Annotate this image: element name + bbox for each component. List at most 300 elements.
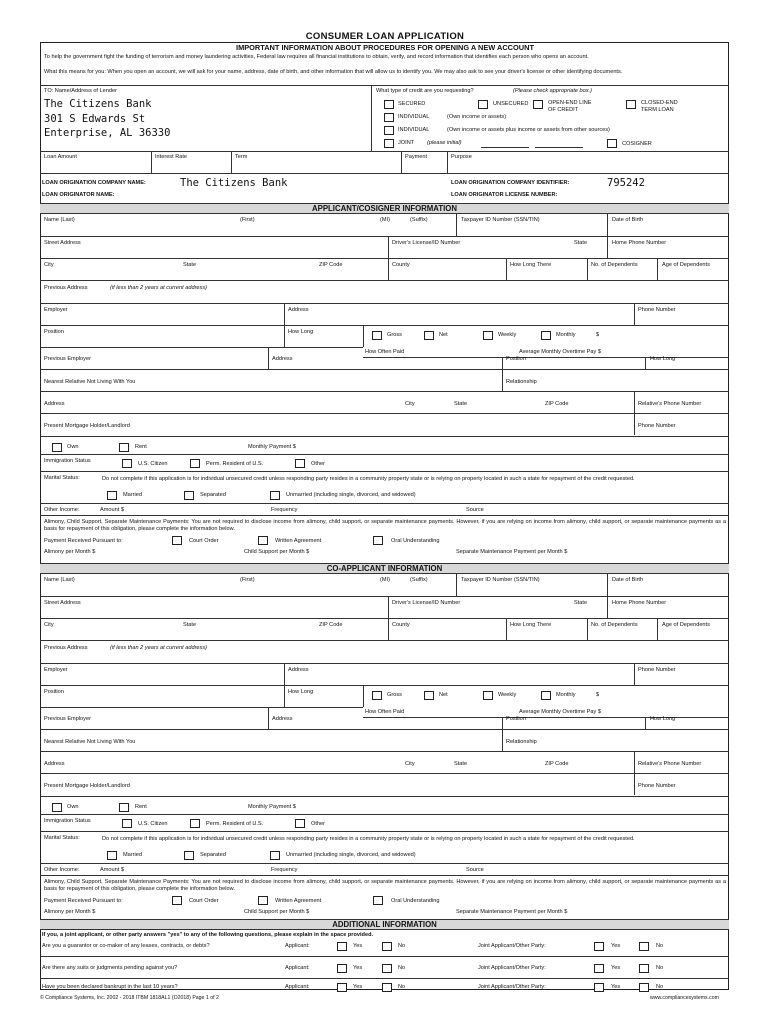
q3-joint-no-label: No xyxy=(656,984,664,990)
applicant-previous-employer-label: Previous Employer xyxy=(44,356,91,362)
coapplicant-relative-state-label: State xyxy=(454,761,468,767)
coapplicant-nearest-relative-label: Nearest Relative Not Living With You xyxy=(44,739,136,745)
applicant-monthly-label: Monthly xyxy=(556,332,576,338)
applicant-other-income-amount-label: Amount $ xyxy=(100,507,124,513)
column-divider xyxy=(607,236,608,258)
applicant-us-citizen-label: U.S. Citizen xyxy=(138,461,168,467)
open-end-label-2: OF CREDIT xyxy=(548,107,579,113)
question-q2: Are there any suits or judgments pending against you? xyxy=(42,965,178,971)
column-divider xyxy=(645,357,646,369)
applicant-how-long-label: How Long xyxy=(288,329,314,335)
column-divider xyxy=(502,717,503,729)
applicant-separated-checkbox[interactable] xyxy=(184,491,194,500)
originator-name-label: LOAN ORIGINATOR NAME: xyxy=(42,192,115,198)
q1-applicant-no-label: No xyxy=(398,943,406,949)
q2-applicant-label: Applicant: xyxy=(285,965,310,971)
question-q1: Are you a guarantor or co-maker of any leases, contracts, or debts? xyxy=(42,943,210,949)
applicant-unmarried-label: Unmarried (including single, divorced, and widowed) xyxy=(286,492,416,498)
coapplicant-own-label: Own xyxy=(67,804,79,810)
cosigner-label: COSIGNER xyxy=(622,141,652,147)
applicant-separated-label: Separated xyxy=(200,492,226,498)
coapplicant-home-phone-label: Home Phone Number xyxy=(612,600,667,606)
q1-applicant-label: Applicant: xyxy=(285,943,310,949)
coapplicant-other-income-frequency-label: Frequency xyxy=(271,867,298,873)
coapplicant-written-agreement-label: Written Agreement xyxy=(275,898,322,904)
coapplicant-other-immigration-label: Other xyxy=(311,821,325,827)
column-divider xyxy=(657,618,658,640)
notice-paragraph-2: What this means for you: When you open an account, we will ask for your name, address, date of birth, and other information that will allow us to identify you. We may also ask to see your driver's license or other identifying documents. xyxy=(44,69,623,75)
rule-line xyxy=(40,596,729,597)
column-divider xyxy=(268,347,269,369)
applicant-immigration-label: Immigration Status xyxy=(44,458,91,464)
applicant-sep-maint-label: Separate Maintenance Payment per Month $ xyxy=(456,549,568,555)
coapplicant-age-dependents-label: Age of Dependents xyxy=(662,622,710,628)
applicant-relative-address-label: Address xyxy=(44,401,65,407)
q2-joint-yes-checkbox[interactable] xyxy=(594,964,604,973)
coapplicant-net-label: Net xyxy=(439,692,448,698)
coapplicant-prev-position-label: Position xyxy=(506,716,526,722)
rule-line xyxy=(40,773,729,774)
coapplicant-weekly-label: Weekly xyxy=(498,692,517,698)
lender-street: 301 S Edwards St xyxy=(44,113,146,125)
coapplicant-oral-checkbox[interactable] xyxy=(373,896,383,905)
column-divider xyxy=(657,258,658,280)
joint-note: (please initial) xyxy=(427,140,462,146)
q2-joint-yes-label: Yes xyxy=(611,965,621,971)
column-divider xyxy=(634,773,635,795)
cosigner-checkbox[interactable] xyxy=(607,139,617,148)
coapplicant-how-long-label: How Long xyxy=(288,689,314,695)
applicant-net-checkbox[interactable] xyxy=(424,331,434,340)
applicant-gross-label: Gross xyxy=(387,332,402,338)
rule-line xyxy=(40,796,729,797)
applicant-perm-resident-checkbox[interactable] xyxy=(190,459,200,468)
coapplicant-married-checkbox[interactable] xyxy=(107,851,117,860)
applicant-home-phone-label: Home Phone Number xyxy=(612,240,667,246)
unsecured-label: UNSECURED xyxy=(493,101,529,107)
coapplicant-relative-address-label: Address xyxy=(44,761,65,767)
applicant-mi-label: (MI) xyxy=(380,217,390,223)
coapplicant-payment-pursuant-label: Payment Received Pursuant to: xyxy=(44,898,123,904)
applicant-written-agreement-checkbox[interactable] xyxy=(258,536,268,545)
applicant-monthly-checkbox[interactable] xyxy=(541,331,551,340)
applicant-court-order-checkbox[interactable] xyxy=(172,536,182,545)
applicant-perm-resident-label: Perm. Resident of U.S. xyxy=(206,461,264,467)
column-divider xyxy=(634,413,635,435)
open-end-checkbox[interactable] xyxy=(533,100,543,109)
individual-plus-note: (Own income or assets plus income or assets from other sources) xyxy=(447,127,610,133)
rule-line xyxy=(40,280,729,281)
origination-id-value: 795242 xyxy=(607,177,645,189)
applicant-marital-label: Marital Status: xyxy=(44,475,80,481)
applicant-other-income-source-label: Source xyxy=(466,507,484,513)
applicant-marital-note: Do not complete if this application is for individual unsecured credit unless responding party resides in a community property state or is relying on property located in such a state for repayment of the credit requested. xyxy=(102,476,635,482)
q2-joint-no-label: No xyxy=(656,965,664,971)
column-divider xyxy=(607,214,608,236)
rule-line xyxy=(40,471,729,472)
rule-line xyxy=(40,515,729,516)
coapplicant-monthly-dollar: $ xyxy=(596,692,600,698)
rule-line xyxy=(40,751,729,752)
q1-joint-no-checkbox[interactable] xyxy=(639,942,649,951)
applicant-previous-address-note: (if less than 2 years at current address) xyxy=(110,285,208,291)
coapplicant-relative-city-label: City xyxy=(405,761,415,767)
column-divider xyxy=(634,303,635,325)
q2-joint-no-checkbox[interactable] xyxy=(639,964,649,973)
applicant-how-long-there-label: How Long There xyxy=(510,262,552,268)
q3-applicant-label: Applicant: xyxy=(285,984,310,990)
applicant-payment-pursuant-label: Payment Received Pursuant to: xyxy=(44,538,123,544)
q3-applicant-yes-checkbox[interactable] xyxy=(337,983,347,992)
coapplicant-mortgage-phone-label: Phone Number xyxy=(638,783,676,789)
applicant-gross-checkbox[interactable] xyxy=(372,331,382,340)
applicant-license-label: Driver's License/ID Number xyxy=(392,240,461,246)
applicant-prev-position-label: Position xyxy=(506,356,526,362)
unsecured-checkbox[interactable] xyxy=(478,100,488,109)
coapplicant-gross-label: Gross xyxy=(387,692,402,698)
additional-intro: If you, a joint applicant, or other party answers "yes" to any of the following questions, please explain in the space provided. xyxy=(42,932,374,938)
coapplicant-alimony-month-label: Alimony per Month $ xyxy=(44,909,96,915)
rule-line xyxy=(40,685,284,686)
column-divider xyxy=(587,618,588,640)
purpose-label: Purpose xyxy=(451,154,472,160)
rule-line xyxy=(40,325,284,326)
applicant-prev-employer-address-label: Address xyxy=(272,356,293,362)
coapplicant-no-dependents-label: No. of Dependents xyxy=(591,622,638,628)
applicant-city-label: City xyxy=(44,262,54,268)
applicant-nearest-relative-label: Nearest Relative Not Living With You xyxy=(44,379,136,385)
q3-joint-no-checkbox[interactable] xyxy=(639,983,649,992)
applicant-state-label: State xyxy=(183,262,197,268)
applicant-section-header: APPLICANT/COSIGNER INFORMATION xyxy=(40,203,729,214)
applicant-court-order-label: Court Order xyxy=(189,538,219,544)
joint-checkbox[interactable] xyxy=(384,139,394,148)
loan-amount-label: Loan Amount xyxy=(44,154,77,160)
notice-paragraph-1: To help the government fight the funding of terrorism and money laundering activities, Federal law requires all financial institutions to obtain, verify, and record information that identifies each person who opens an account. xyxy=(44,54,589,60)
coapplicant-previous-address-label: Previous Address xyxy=(44,645,88,651)
column-divider xyxy=(502,369,503,391)
coapplicant-child-support-label: Child Support per Month $ xyxy=(244,909,310,915)
coapplicant-us-citizen-label: U.S. Citizen xyxy=(138,821,168,827)
coapplicant-license-label: Driver's License/ID Number xyxy=(392,600,461,606)
applicant-zip-label: ZIP Code xyxy=(319,262,343,268)
applicant-county-label: County xyxy=(392,262,410,268)
q1-applicant-no-checkbox[interactable] xyxy=(382,942,392,951)
coapplicant-how-long-there-label: How Long There xyxy=(510,622,552,628)
coapplicant-oral-label: Oral Understanding xyxy=(391,898,440,904)
column-divider xyxy=(502,357,503,369)
coapplicant-monthly-checkbox[interactable] xyxy=(541,691,551,700)
q2-joint-label: Joint Applicant/Other Party: xyxy=(478,965,546,971)
coapplicant-avg-overtime-label: Average Monthly Overtime Pay $ xyxy=(519,709,601,715)
coapplicant-zip-label: ZIP Code xyxy=(319,622,343,628)
coapplicant-rent-label: Rent xyxy=(135,804,147,810)
applicant-prev-how-long-label: How Long xyxy=(650,356,676,362)
rule-line xyxy=(40,729,729,730)
q2-applicant-no-checkbox[interactable] xyxy=(382,964,392,973)
applicant-street-label: Street Address xyxy=(44,240,81,246)
applicant-mortgage-phone-label: Phone Number xyxy=(638,423,676,429)
rule-line xyxy=(40,618,729,619)
important-title: IMPORTANT INFORMATION ABOUT PROCEDURES FOR OPENING A NEW ACCOUNT xyxy=(236,43,534,52)
coapplicant-perm-resident-label: Perm. Resident of U.S. xyxy=(206,821,264,827)
coapplicant-license-state-label: State xyxy=(574,600,588,606)
coapplicant-previous-employer-label: Previous Employer xyxy=(44,716,91,722)
applicant-suffix-label: (Suffix) xyxy=(410,217,428,223)
coapplicant-separated-label: Separated xyxy=(200,852,226,858)
coapplicant-city-label: City xyxy=(44,622,54,628)
coapplicant-prev-employer-address-label: Address xyxy=(272,716,293,722)
rule-line xyxy=(40,707,363,708)
term-label: Term xyxy=(235,154,248,160)
credit-type-hint: (Please check appropriate box.) xyxy=(513,88,592,94)
rule-line xyxy=(40,391,729,392)
closed-end-label: CLOSED-END xyxy=(641,100,678,106)
individual-plus-checkbox[interactable] xyxy=(384,126,394,135)
rule-line xyxy=(40,663,729,664)
coapplicant-unmarried-label: Unmarried (including single, divorced, and widowed) xyxy=(286,852,416,858)
coapplicant-gross-checkbox[interactable] xyxy=(372,691,382,700)
applicant-oral-label: Oral Understanding xyxy=(391,538,440,544)
q1-applicant-yes-checkbox[interactable] xyxy=(337,942,347,951)
column-divider xyxy=(634,663,635,685)
rule-line xyxy=(40,640,729,641)
coapplicant-married-label: Married xyxy=(123,852,142,858)
closed-end-checkbox[interactable] xyxy=(626,100,636,109)
coapplicant-previous-address-note: (if less than 2 years at current address) xyxy=(110,645,208,651)
rule-line xyxy=(40,454,729,455)
coapplicant-taxpayer-label: Taxpayer ID Number (SSN/TIN) xyxy=(461,577,540,583)
coapplicant-suffix-label: (Suffix) xyxy=(410,577,428,583)
coapplicant-monthly-label: Monthly xyxy=(556,692,576,698)
coapplicant-name-last-label: Name (Last) xyxy=(44,577,75,583)
q1-joint-yes-checkbox[interactable] xyxy=(594,942,604,951)
coapplicant-employer-address-label: Address xyxy=(288,667,309,673)
footer-copyright: © Compliance Systems, Inc. 2002 - 2018 ITBM 1818AL1 (O2018) Page 1 of 2 xyxy=(40,995,219,1001)
coapplicant-employer-phone-label: Phone Number xyxy=(638,667,676,673)
coapplicant-own-checkbox[interactable] xyxy=(52,803,62,812)
coapplicant-employer-label: Employer xyxy=(44,667,68,673)
coapplicant-mi-label: (MI) xyxy=(380,577,390,583)
applicant-relative-state-label: State xyxy=(454,401,468,407)
rule-line xyxy=(40,413,729,414)
applicant-net-label: Net xyxy=(439,332,448,338)
coapplicant-perm-resident-checkbox[interactable] xyxy=(190,819,200,828)
applicant-rent-checkbox[interactable] xyxy=(119,443,129,452)
q1-joint-label: Joint Applicant/Other Party: xyxy=(478,943,546,949)
coapplicant-first-name-label: (First) xyxy=(240,577,255,583)
lender-to-label: TO: Name/Address of Lender xyxy=(44,88,117,94)
q2-applicant-no-label: No xyxy=(398,965,406,971)
rule-line xyxy=(40,831,729,832)
applicant-own-label: Own xyxy=(67,444,79,450)
additional-section-header: ADDITIONAL INFORMATION xyxy=(40,919,729,930)
coapplicant-court-order-label: Court Order xyxy=(189,898,219,904)
lender-name: The Citizens Bank xyxy=(44,98,152,110)
applicant-rent-label: Rent xyxy=(135,444,147,450)
applicant-employer-phone-label: Phone Number xyxy=(638,307,676,313)
applicant-mortgage-holder-label: Present Mortgage Holder/Landlord xyxy=(44,423,130,429)
applicant-us-citizen-checkbox[interactable] xyxy=(122,459,132,468)
applicant-taxpayer-label: Taxpayer ID Number (SSN/TIN) xyxy=(461,217,540,223)
coapplicant-mortgage-holder-label: Present Mortgage Holder/Landlord xyxy=(44,783,130,789)
lender-city: Enterprise, AL 36330 xyxy=(44,127,171,139)
coapplicant-other-income-amount-label: Amount $ xyxy=(100,867,124,873)
coapplicant-county-label: County xyxy=(392,622,410,628)
coapplicant-relative-phone-label: Relative's Phone Number xyxy=(638,761,702,767)
origination-id-label: LOAN ORIGINATION COMPANY IDENTIFIER: xyxy=(451,180,570,186)
q1-applicant-yes-label: Yes xyxy=(353,943,363,949)
rule-line xyxy=(284,325,729,326)
applicant-child-support-label: Child Support per Month $ xyxy=(244,549,310,555)
origination-company-label: LOAN ORIGINATION COMPANY NAME: xyxy=(42,180,146,186)
applicant-unmarried-checkbox[interactable] xyxy=(270,491,280,500)
rule-line xyxy=(40,863,729,864)
coapplicant-monthly-payment-label: Monthly Payment $ xyxy=(248,804,296,810)
applicant-monthly-dollar: $ xyxy=(596,332,600,338)
column-divider xyxy=(363,325,364,347)
applicant-how-often-label: How Often Paid xyxy=(365,349,405,355)
credit-type-question: What type of credit are you requesting? xyxy=(376,88,474,94)
question-q3: Have you been declared bankrupt in the last 10 years? xyxy=(42,984,178,990)
column-divider xyxy=(502,729,503,751)
originator-license-label: LOAN ORIGINATOR LICENSE NUMBER: xyxy=(451,192,558,198)
coapplicant-state-label: State xyxy=(183,622,197,628)
applicant-married-label: Married xyxy=(123,492,142,498)
secured-checkbox[interactable] xyxy=(384,100,394,109)
applicant-alimony-month-label: Alimony per Month $ xyxy=(44,549,96,555)
column-divider xyxy=(587,258,588,280)
applicant-oral-checkbox[interactable] xyxy=(373,536,383,545)
q3-joint-yes-checkbox[interactable] xyxy=(594,983,604,992)
applicant-position-label: Position xyxy=(44,329,64,335)
applicant-first-name-label: (First) xyxy=(240,217,255,223)
coapplicant-written-agreement-checkbox[interactable] xyxy=(258,896,268,905)
footer-website: www.compliancesystems.com xyxy=(650,995,719,1001)
coapplicant-marital-label: Marital Status: xyxy=(44,835,80,841)
rule-line xyxy=(40,503,729,504)
applicant-other-checkbox[interactable] xyxy=(295,459,305,468)
closed-end-label-2: TERM LOAN xyxy=(641,107,674,113)
origination-company-value: The Citizens Bank xyxy=(180,177,288,189)
column-divider xyxy=(456,574,457,596)
individual-plus-label: INDIVIDUAL xyxy=(398,127,430,133)
rule-line xyxy=(40,956,729,957)
applicant-weekly-checkbox[interactable] xyxy=(483,331,493,340)
coapplicant-other-checkbox[interactable] xyxy=(295,819,305,828)
applicant-no-dependents-label: No. of Dependents xyxy=(591,262,638,268)
column-divider xyxy=(634,751,635,773)
applicant-other-immigration-label: Other xyxy=(311,461,325,467)
applicant-employer-address-label: Address xyxy=(288,307,309,313)
q3-applicant-yes-label: Yes xyxy=(353,984,363,990)
coapplicant-other-income-source-label: Source xyxy=(466,867,484,873)
open-end-label: OPEN-END LINE xyxy=(548,100,592,106)
applicant-relationship-label: Relationship xyxy=(506,379,537,385)
applicant-avg-overtime-label: Average Monthly Overtime Pay $ xyxy=(519,349,601,355)
applicant-own-checkbox[interactable] xyxy=(52,443,62,452)
coapplicant-relationship-label: Relationship xyxy=(506,739,537,745)
coapplicant-other-income-label: Other Income: xyxy=(44,867,80,873)
coapplicant-alimony-note: Alimony, Child Support, Separate Maintenance Payments: You are not required to disclose income from alimony, child support, or separate maintenance payments. However, if you are relying on income from alimony, child support, or separate maintenance payments as a basis for repayment of this obligation, please complete the information below. xyxy=(44,879,726,892)
coapplicant-net-checkbox[interactable] xyxy=(424,691,434,700)
q1-joint-no-label: No xyxy=(656,943,664,949)
applicant-written-agreement-label: Written Agreement xyxy=(275,538,322,544)
q3-joint-label: Joint Applicant/Other Party: xyxy=(478,984,546,990)
secured-label: SECURED xyxy=(398,101,426,107)
coapplicant-marital-note: Do not complete if this application is for individual unsecured credit unless responding party resides in a community property state or is relying on property located in such a state for repayment of the credit requested. xyxy=(102,836,635,842)
q3-applicant-no-label: No xyxy=(398,984,406,990)
individual-own-checkbox[interactable] xyxy=(384,113,394,122)
coapplicant-us-citizen-checkbox[interactable] xyxy=(122,819,132,828)
payment-label: Payment xyxy=(405,154,428,160)
applicant-relative-zip-label: ZIP Code xyxy=(545,401,569,407)
joint-label: JOINT xyxy=(398,140,415,146)
q3-applicant-no-checkbox[interactable] xyxy=(382,983,392,992)
applicant-monthly-payment-label: Monthly Payment $ xyxy=(248,444,296,450)
rule-line xyxy=(40,258,729,259)
column-divider xyxy=(645,717,646,729)
applicant-previous-address-label: Previous Address xyxy=(44,285,88,291)
applicant-married-checkbox[interactable] xyxy=(107,491,117,500)
coapplicant-relative-zip-label: ZIP Code xyxy=(545,761,569,767)
applicant-employer-label: Employer xyxy=(44,307,68,313)
coapplicant-unmarried-checkbox[interactable] xyxy=(270,851,280,860)
interest-rate-label: Interest Rate xyxy=(155,154,188,160)
coapplicant-position-label: Position xyxy=(44,689,64,695)
applicant-relative-phone-label: Relative's Phone Number xyxy=(638,401,702,407)
rule-line xyxy=(40,978,729,979)
column-divider xyxy=(506,258,507,280)
q2-applicant-yes-label: Yes xyxy=(353,965,363,971)
applicant-license-state-label: State xyxy=(574,240,588,246)
applicant-other-income-label: Other Income: xyxy=(44,507,80,513)
q1-joint-yes-label: Yes xyxy=(611,943,621,949)
individual-own-label: INDIVIDUAL xyxy=(398,114,430,120)
column-divider xyxy=(634,391,635,413)
coapplicant-weekly-checkbox[interactable] xyxy=(483,691,493,700)
column-divider xyxy=(607,574,608,596)
coapplicant-how-often-label: How Often Paid xyxy=(365,709,405,715)
coapplicant-sep-maint-label: Separate Maintenance Payment per Month $ xyxy=(456,909,568,915)
q2-applicant-yes-checkbox[interactable] xyxy=(337,964,347,973)
coapplicant-section-header: CO-APPLICANT INFORMATION xyxy=(40,563,729,574)
coapplicant-rent-checkbox[interactable] xyxy=(119,803,129,812)
rule-line xyxy=(40,347,363,348)
applicant-alimony-note: Alimony, Child Support, Separate Maintenance Payments: You are not required to disclose income from alimony, child support, or separate maintenance payments. However, if you are relying on income from alimony, child support, or separate maintenance payments as a basis for repayment of this obligation, please complete the information below. xyxy=(44,519,726,532)
coapplicant-court-order-checkbox[interactable] xyxy=(172,896,182,905)
rule-line xyxy=(40,236,729,237)
q3-joint-yes-label: Yes xyxy=(611,984,621,990)
coapplicant-prev-how-long-label: How Long xyxy=(650,716,676,722)
rule-line xyxy=(40,303,729,304)
rule-line xyxy=(40,875,729,876)
applicant-weekly-label: Weekly xyxy=(498,332,517,338)
coapplicant-immigration-label: Immigration Status xyxy=(44,818,91,824)
document-title: CONSUMER LOAN APPLICATION xyxy=(305,31,465,42)
rule-line xyxy=(40,814,729,815)
column-divider xyxy=(456,214,457,236)
rule-line xyxy=(284,685,729,686)
column-divider xyxy=(607,596,608,618)
coapplicant-separated-checkbox[interactable] xyxy=(184,851,194,860)
applicant-relative-city-label: City xyxy=(405,401,415,407)
rule-line xyxy=(40,369,729,370)
individual-own-note: (Own income or assets) xyxy=(447,114,507,120)
applicant-dob-label: Date of Birth xyxy=(612,217,644,223)
coapplicant-dob-label: Date of Birth xyxy=(612,577,644,583)
applicant-other-income-frequency-label: Frequency xyxy=(271,507,298,513)
